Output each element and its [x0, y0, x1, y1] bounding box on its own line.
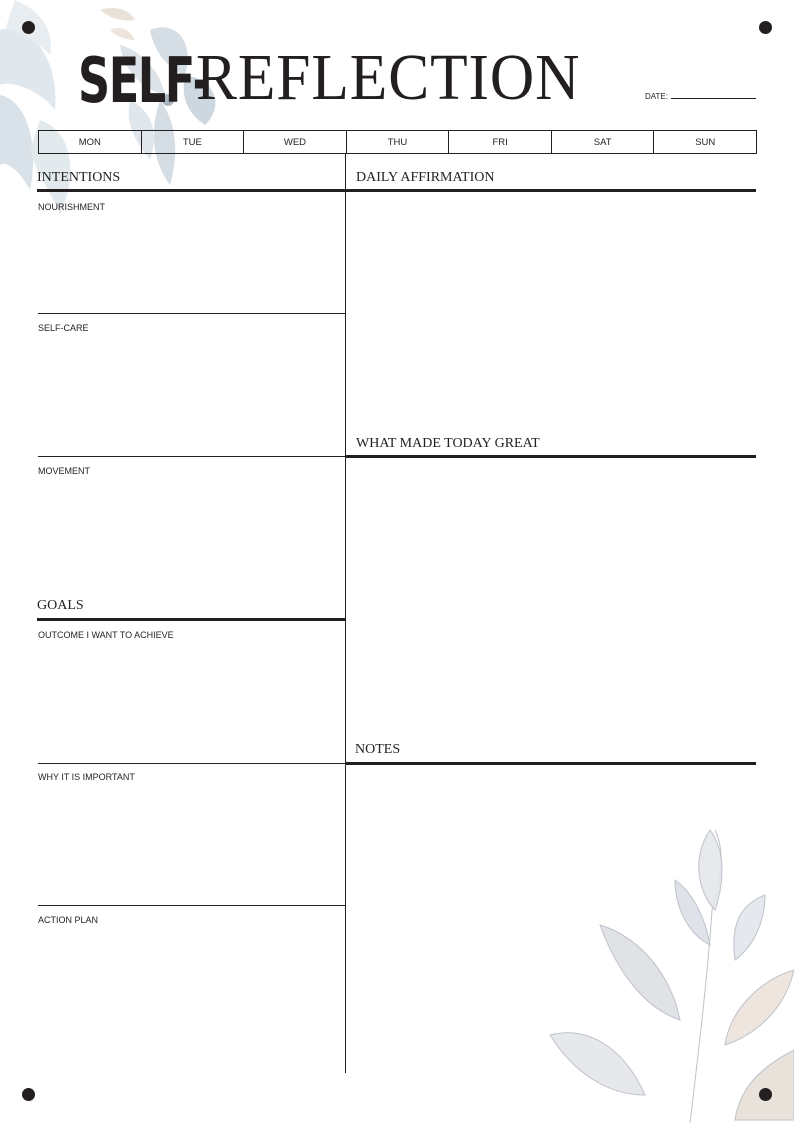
intentions-rule: [37, 189, 346, 192]
what-made-today-great-field[interactable]: [348, 461, 754, 736]
divider: [38, 313, 345, 314]
divider: [38, 905, 345, 906]
notes-rule: [345, 762, 756, 765]
action-plan-field[interactable]: [38, 928, 343, 1068]
self-care-field[interactable]: [38, 336, 343, 454]
page-title-self: SELF-: [78, 44, 210, 117]
goals-rule: [37, 618, 346, 621]
why-important-label: WHY IT IS IMPORTANT: [38, 772, 135, 782]
daily-affirmation-field[interactable]: [348, 195, 754, 430]
date-label: DATE:: [645, 92, 668, 101]
nourishment-label: NOURISHMENT: [38, 202, 105, 212]
intentions-heading: INTENTIONS: [37, 170, 121, 185]
why-important-field[interactable]: [38, 785, 343, 903]
punch-hole-icon: [759, 1088, 772, 1101]
notes-heading: NOTES: [355, 742, 401, 757]
day-thu[interactable]: THU: [346, 131, 449, 153]
outcome-label: OUTCOME I WANT TO ACHIEVE: [38, 630, 174, 640]
divider: [38, 456, 345, 457]
day-sun[interactable]: SUN: [653, 131, 756, 153]
day-fri[interactable]: FRI: [448, 131, 551, 153]
day-wed[interactable]: WED: [243, 131, 346, 153]
daily-affirmation-rule: [345, 189, 756, 192]
outcome-field[interactable]: [38, 643, 343, 761]
nourishment-field[interactable]: [38, 214, 343, 312]
page-title-reflection: REFLECTION: [196, 41, 581, 114]
punch-hole-icon: [22, 21, 35, 34]
movement-field[interactable]: [38, 478, 343, 593]
self-care-label: SELF-CARE: [38, 323, 89, 333]
divider: [38, 763, 345, 764]
punch-hole-icon: [22, 1088, 35, 1101]
date-field[interactable]: [671, 98, 756, 99]
movement-label: MOVEMENT: [38, 466, 91, 476]
day-tue[interactable]: TUE: [141, 131, 244, 153]
goals-heading: GOALS: [37, 598, 84, 613]
action-plan-label: ACTION PLAN: [38, 915, 99, 925]
daily-affirmation-heading: DAILY AFFIRMATION: [356, 170, 495, 185]
day-sat[interactable]: SAT: [551, 131, 654, 153]
notes-field[interactable]: [348, 768, 754, 1068]
what-made-today-great-rule: [345, 455, 756, 458]
punch-hole-icon: [759, 21, 772, 34]
column-divider: [345, 153, 346, 1073]
what-made-today-great-heading: WHAT MADE TODAY GREAT: [356, 436, 540, 451]
day-mon[interactable]: MON: [78, 136, 101, 148]
weekday-selector: [38, 130, 757, 154]
